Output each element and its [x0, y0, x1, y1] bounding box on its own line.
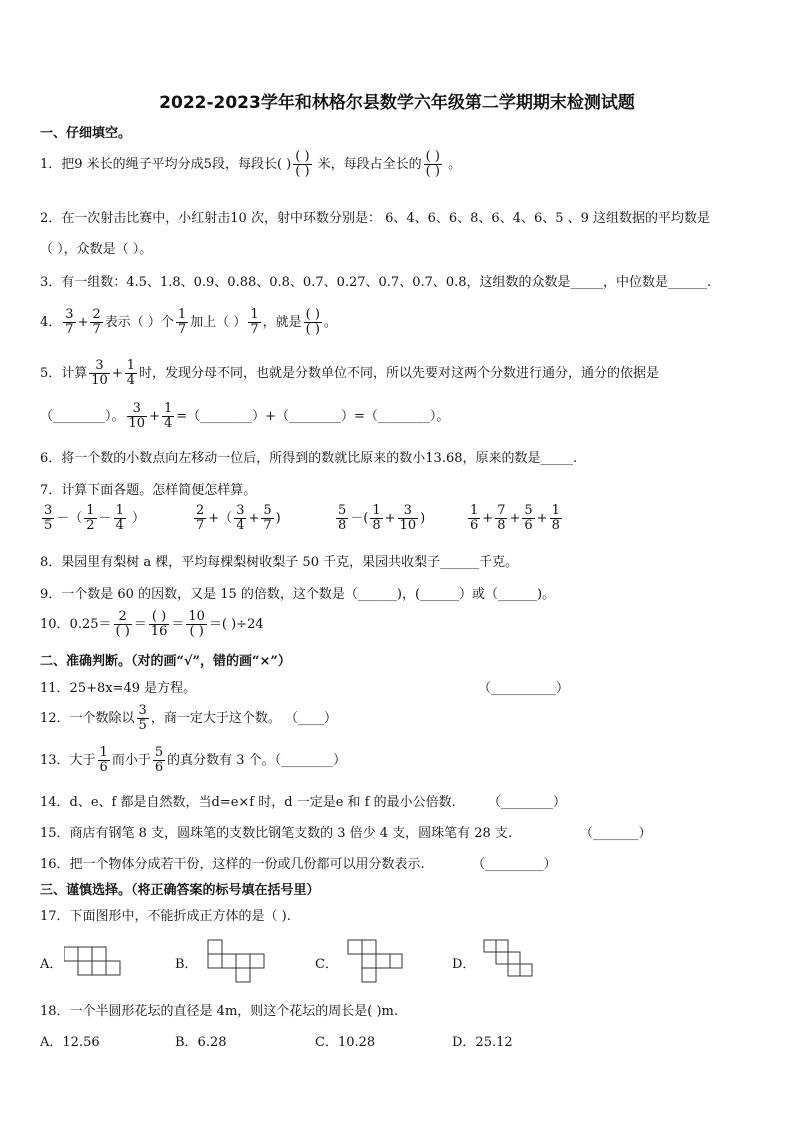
question-10: 10．0.25＝ $\frac{2}{( )}$ ＝ $\frac{( )}{16}$ ＝ $\frac{10}{( )}$ ＝( )÷24	[40, 609, 264, 639]
question-2-line-1: 2．在一次射击比赛中，小红射击10 次，射中环数分别是： 6、4、6、6、8、6、4、6、5 、9 这组数据的平均数是	[40, 211, 711, 226]
question-2-line-2: （ ），众数是（ ）。	[40, 242, 153, 257]
question-4: 4． $\frac{3}{7}$ + $\frac{2}{7}$ 表示（ ）个 $\frac{1}{7}$ 加上（ ） $\frac{1}{7}$ ，就是 $\frac{( )}{( )}$ 。	[40, 307, 337, 337]
question-12: 12．一个数除以 $\frac{3}{5}$ ，商一定大于这个数。 （____）	[40, 703, 337, 733]
q17-option-b-label[interactable]: B．	[175, 957, 198, 972]
q1-fraction-blank-1[interactable]: $\frac{( )}{( )}$	[295, 149, 310, 179]
q4-fraction-3-7: $\frac{3}{7}$	[65, 307, 74, 337]
q10-fraction-1[interactable]: $\frac{2}{( )}$	[115, 609, 130, 639]
q17-option-c-net[interactable]	[346, 938, 406, 984]
question-14: 14．d、e、f 都是自然数，当d=e×f 时，d 一定是e 和 f 的最小公倍数.	[40, 795, 456, 810]
q4-fraction-1-7-a: $\frac{1}{7}$	[177, 307, 187, 337]
q1-text-b: 米，每段占全长的	[317, 157, 422, 172]
q5-fraction-1-4: $\frac{1}{4}$	[126, 358, 136, 388]
q18-option-c[interactable]: C．10.28	[315, 1035, 376, 1050]
q17-option-b-net[interactable]	[206, 938, 268, 984]
q1-text-a: 1．把9 米长的绳子平均分成5段，每段长( )	[40, 157, 292, 172]
q18-option-b[interactable]: B．6.28	[175, 1035, 227, 1050]
question-15: 15．商店有钢笔 8 支，圆珠笔的支数比钢笔支数的 3 倍少 4 支，圆珠笔有 28 支.	[40, 826, 513, 841]
q14-answer-blank[interactable]: （________）	[488, 795, 567, 810]
q15-answer-blank[interactable]: （_______）	[580, 826, 652, 841]
q17-option-c-label[interactable]: C．	[315, 957, 338, 972]
q7-expression-4: $\frac{1}{6}$ + $\frac{7}{8}$ + $\frac{5}{6}$ + $\frac{1}{8}$	[470, 503, 560, 533]
q7-expression-3: $\frac{5}{8}$ －( $\frac{1}{8}$ + $\frac{3}{10}$ )	[338, 503, 426, 533]
q10-fraction-2[interactable]: $\frac{( )}{16}$	[150, 609, 168, 639]
q17-option-a-net[interactable]	[64, 945, 130, 977]
q7-expression-1: $\frac{3}{5}$ －（ $\frac{1}{2}$ － $\frac{1}{4}$ ）	[44, 503, 146, 533]
q5-fraction-3-10-b: $\frac{3}{10}$	[128, 401, 146, 431]
question-1	[40, 150, 461, 179]
q4-fraction-blank[interactable]: $\frac{( )}{( )}$	[305, 307, 320, 337]
question-8: 8．果园里有梨树 a 棵，平均每棵梨树收梨子 50 千克，果园共收梨子______千克。	[40, 555, 519, 570]
q7-expression-2: $\frac{2}{7}$ +（ $\frac{3}{4}$ + $\frac{5}{7}$ )	[196, 503, 281, 533]
q18-option-d[interactable]: D．25.12	[452, 1035, 513, 1050]
q17-option-a-label[interactable]: A．	[40, 957, 63, 972]
question-3: 3．有一组数：4.5、1.8、0.9、0.88、0.8、0.7、0.27、0.7、0.7、0.8，这组数的众数是_____，中位数是______.	[40, 275, 712, 290]
page-title: 2022-2023学年和林格尔县数学六年级第二学期期末检测试题	[159, 93, 635, 113]
q4-fraction-1-7-b: $\frac{1}{7}$	[250, 307, 259, 337]
question-9: 9．一个数是 60 的因数，又是 15 的倍数，这个数是（______)，(______）或（______)。	[40, 587, 556, 602]
question-6: 6．将一个数的小数点向左移动一位后，所得到的数就比原来的数小13.68，原来的数是_____.	[40, 451, 578, 466]
question-17: 17．下面图形中，不能折成正方体的是（ ).	[40, 909, 291, 924]
question-11: 11．25+8x=49 是方程。	[40, 681, 197, 696]
question-5-line-1: 5．计算 $\frac{3}{10}$ + $\frac{1}{4}$ 时，发现分母不同，也就是分数单位不同，所以先要对这两个分数进行通分，通分的依据是	[40, 358, 660, 388]
q18-option-a[interactable]: A．12.56	[40, 1035, 100, 1050]
question-5-line-2: （________）。 $\frac{3}{10}$ + $\frac{1}{4}$ =（________）+（________）=（________）。	[40, 401, 450, 431]
question-18: 18．一个半圆形花坛的直径是 4m，则这个花坛的周长是( )m.	[40, 1004, 399, 1019]
section-3-heading: 三、谨慎选择。（将正确答案的标号填在括号里）	[40, 883, 320, 898]
q10-fraction-3[interactable]: $\frac{10}{( )}$	[188, 609, 205, 639]
q11-answer-blank[interactable]: （__________）	[478, 681, 570, 696]
question-7: 7．计算下面各题。怎样简便怎样算。	[40, 483, 257, 498]
section-2-heading: 二、准确判断。（对的画“√”，错的画“×”）	[40, 654, 291, 669]
q1-text-c: 。	[448, 157, 462, 172]
q17-option-d-net[interactable]	[482, 938, 534, 980]
question-16: 16．把一个物体分成若干份，这样的一份或几份都可以用分数表示.	[40, 857, 425, 872]
q17-option-d-label[interactable]: D．	[452, 957, 476, 972]
q5-fraction-3-10: $\frac{3}{10}$	[91, 358, 108, 388]
q1-fraction-blank-2[interactable]: $\frac{( )}{( )}$	[425, 149, 440, 179]
question-13: 13．大于 $\frac{1}{6}$ 而小于 $\frac{5}{6}$ 的真分数有 3 个。（________）	[40, 745, 347, 775]
q5-fraction-1-4-b: $\frac{1}{4}$	[163, 401, 173, 431]
q4-fraction-2-7: $\frac{2}{7}$	[92, 307, 101, 337]
q16-answer-blank[interactable]: （_________）	[472, 857, 557, 872]
section-1-heading: 一、仔细填空。	[40, 126, 132, 141]
